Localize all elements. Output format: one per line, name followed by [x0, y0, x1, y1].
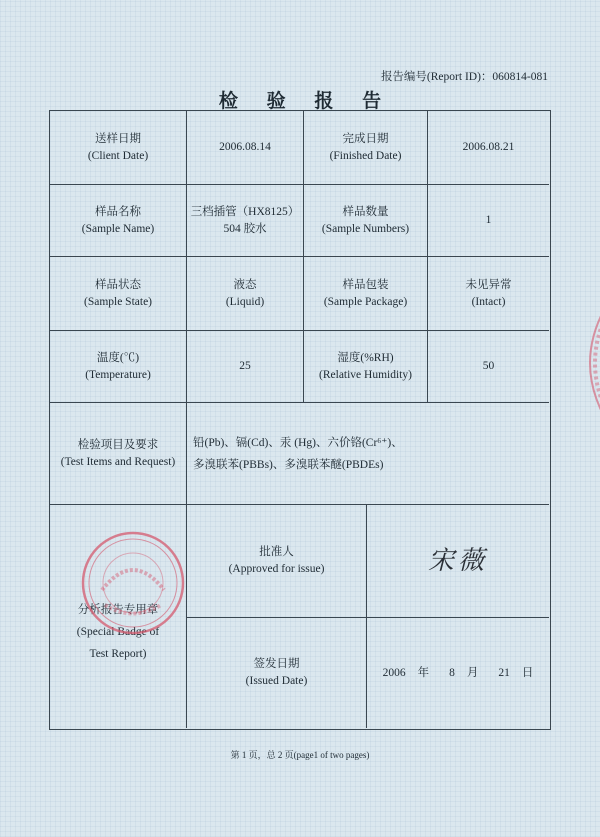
test-items-line1: 铅(Pb)、镉(Cd)、汞 (Hg)、六价铬(Cr⁶⁺)、 — [193, 436, 403, 449]
finished-date-label-zh: 完成日期 — [342, 132, 389, 145]
sample-package-label — [304, 257, 428, 331]
temperature-label-en: (Temperature) — [85, 368, 151, 381]
edge-seal-stamp — [565, 298, 600, 428]
test-items-label — [50, 403, 187, 505]
sample-numbers-label — [304, 185, 428, 257]
issued-month: 8 — [449, 666, 455, 679]
test-items-label-en: (Test Items and Request) — [60, 455, 176, 468]
sample-state-value — [187, 257, 304, 331]
temperature-label — [50, 331, 187, 403]
client-date-label-en: (Client Date) — [87, 149, 149, 162]
badge-line3: Test Report) — [89, 647, 147, 660]
finished-date-value: 2006.08.21 — [428, 111, 549, 185]
approved-label — [187, 505, 367, 618]
sample-package-label-zh: 样品包装 — [342, 278, 389, 291]
test-items-line2: 多溴联苯(PBBs)、多溴联苯醚(PBDEs) — [193, 458, 384, 471]
page-footer: 第 1 页，总 2 页(page1 of two pages) — [230, 750, 370, 760]
official-seal-stamp — [77, 530, 186, 636]
sample-state-label-zh: 样品状态 — [95, 278, 141, 291]
sample-name-line2: 504 胶水 — [223, 222, 267, 235]
issued-date-label-zh: 签发日期 — [253, 658, 300, 670]
issued-date-label-en: (Issued Date) — [245, 675, 308, 687]
client-date-value: 2006.08.14 — [187, 111, 304, 185]
sample-package-value-zh: 未见异常 — [465, 278, 512, 291]
finished-date-label-en: (Finished Date) — [329, 149, 402, 162]
sample-state-label-en: (Sample State) — [83, 295, 153, 308]
signature-cell — [367, 505, 549, 618]
sample-package-value-en: (Intact) — [471, 295, 506, 308]
issued-date-value — [367, 618, 549, 728]
temperature-value: 25 — [187, 331, 304, 403]
sample-numbers-value: 1 — [428, 185, 549, 257]
sample-state-value-zh: 液态 — [233, 278, 257, 291]
sample-name-value — [187, 185, 304, 257]
approver-signature: 宋薇 — [427, 545, 488, 576]
approved-label-en: (Approved for issue) — [228, 563, 325, 575]
badge-line1: 分析报告专用章 — [77, 603, 159, 616]
humidity-value: 50 — [428, 331, 549, 403]
report-id: 报告编号(Report ID)：060814-081 — [380, 71, 548, 83]
page-title: 检 验 报 告 — [218, 91, 394, 112]
approved-label-zh: 批准人 — [259, 546, 294, 558]
client-date-label-zh: 送样日期 — [95, 132, 141, 145]
sample-name-label-en: (Sample Name) — [81, 222, 155, 235]
issued-day-unit: 日 — [521, 666, 534, 679]
sample-name-label — [50, 185, 187, 257]
sample-numbers-label-en: (Sample Numbers) — [321, 222, 410, 235]
humidity-label-en: (Relative Humidity) — [319, 368, 412, 381]
finished-date-label — [304, 111, 428, 185]
sample-package-value — [428, 257, 549, 331]
issued-day: 21 — [498, 666, 510, 679]
sample-package-label-en: (Sample Package) — [323, 295, 408, 308]
issued-year: 2006 — [382, 666, 406, 679]
client-date-label — [50, 111, 187, 185]
report-table — [49, 110, 551, 730]
sample-name-label-zh: 样品名称 — [95, 205, 141, 218]
test-items-label-zh: 检验项目及要求 — [77, 438, 159, 451]
sample-numbers-label-zh: 样品数量 — [342, 205, 389, 218]
test-items-value — [187, 403, 549, 505]
sample-state-label — [50, 257, 187, 331]
issued-month-unit: 月 — [466, 666, 479, 679]
humidity-label-zh: 湿度(%RH) — [337, 351, 394, 364]
sample-state-value-en: (Liquid) — [225, 295, 265, 308]
humidity-label — [304, 331, 428, 403]
sample-name-line1: 三档插管（HX8125） — [190, 205, 300, 218]
temperature-label-zh: 温度(℃) — [96, 351, 140, 364]
badge-line2: (Special Badge of — [76, 625, 160, 638]
issued-date-label — [187, 618, 367, 728]
issued-year-unit: 年 — [417, 666, 430, 679]
